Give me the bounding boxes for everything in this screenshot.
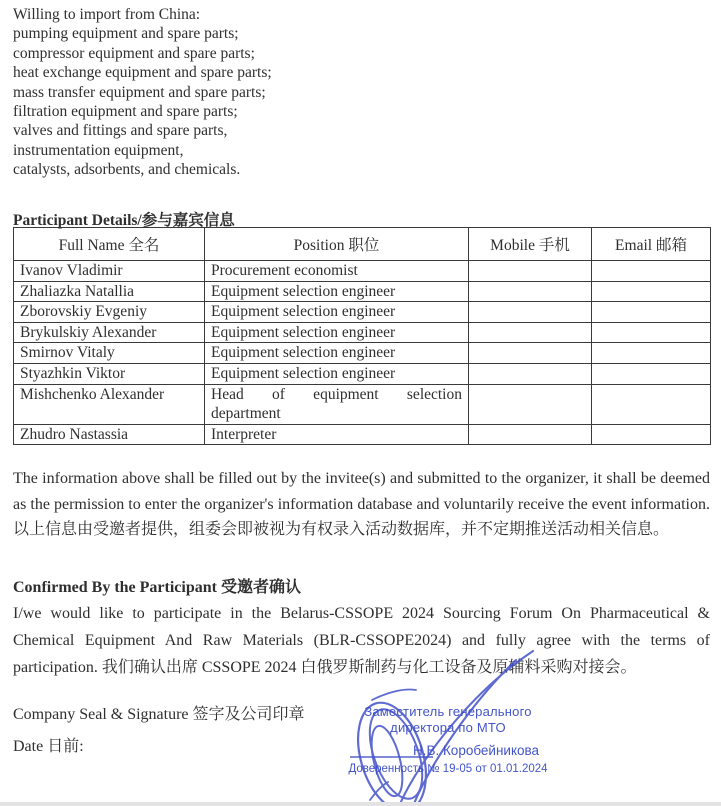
confirmation-paragraph: I/we would like to participate in the Belarus-CSSOPE 2024 Sourcing Forum On Pharmaceutical & Chemical Equipment And Raw Materials (BLR-CSSOPE2024) and fully agree with the terms of participation. 我们确认出席 CSSOPE 2024 白俄罗斯制药与化工设备及原辅料采购对接会。 xyxy=(13,605,710,676)
confirmation-heading: Confirmed By the Participant 受邀者确认 xyxy=(13,579,301,596)
cell-email xyxy=(592,302,711,323)
company-seal-signature-label: Company Seal & Signature 签字及公司印章 xyxy=(13,706,305,723)
cell-email xyxy=(592,343,711,364)
cell-email xyxy=(592,322,711,343)
cell-email xyxy=(592,281,711,302)
participants-table xyxy=(13,227,711,445)
cell-position: Equipment selection engineer xyxy=(205,281,469,302)
cell-position: Equipment selection engineer xyxy=(205,363,469,384)
cell-full-name: Brykulskiy Alexander xyxy=(14,322,205,343)
table-row xyxy=(14,424,711,445)
date-label: Date 日前: xyxy=(13,738,84,755)
cell-full-name: Smirnov Vitaly xyxy=(14,343,205,364)
participant-details-heading: Participant Details/参与嘉宾信息 xyxy=(13,212,235,229)
disclaimer-paragraph: The information above shall be filled out by the invitee(s) and submitted to the organizer, it shall be deemed as the permission to enter the organizer's information database and voluntarily receive the event information. 以上信息由受邀者提供，组委会即被视为有权录入活动数据库，并不定期推送活动相关信息。 xyxy=(13,470,710,539)
cell-mobile xyxy=(469,261,592,282)
import-list-item: pumping equipment and spare parts; xyxy=(13,25,239,43)
import-list-item: catalysts, adsorbents, and chemicals. xyxy=(13,161,241,179)
cell-full-name: Zhaliazka Natallia xyxy=(14,281,205,302)
cell-email xyxy=(592,424,711,445)
cell-position: Head of equipment selection department xyxy=(205,384,469,424)
cell-mobile xyxy=(469,384,592,424)
table-row xyxy=(14,363,711,384)
cell-mobile xyxy=(469,424,592,445)
cell-full-name: Zborovskiy Evgeniy xyxy=(14,302,205,323)
import-list-item: compressor equipment and spare parts; xyxy=(13,44,255,62)
stamp-signer-name: Н.В. Коробейникова xyxy=(412,743,540,758)
table-row xyxy=(14,261,711,282)
table-row xyxy=(14,384,711,424)
table-row xyxy=(14,302,711,323)
cell-position: Interpreter xyxy=(205,424,469,445)
cell-mobile xyxy=(469,302,592,323)
table-row xyxy=(14,322,711,343)
cell-position: Equipment selection engineer xyxy=(205,302,469,323)
import-list xyxy=(13,5,553,180)
cell-position: Equipment selection engineer xyxy=(205,343,469,364)
import-list-item: valves and fittings and spare parts, xyxy=(13,122,228,140)
cell-mobile xyxy=(469,343,592,364)
import-list-item: heat exchange equipment and spare parts; xyxy=(13,64,272,82)
header-position: Position 职位 xyxy=(205,228,469,261)
table-row xyxy=(14,343,711,364)
import-list-item: filtration equipment and spare parts; xyxy=(13,103,238,121)
import-list-intro: Willing to import from China: xyxy=(13,6,201,23)
cell-email xyxy=(592,261,711,282)
cell-mobile xyxy=(469,363,592,384)
import-list-item: instrumentation equipment, xyxy=(13,141,184,159)
cell-position: Equipment selection engineer xyxy=(205,322,469,343)
stamp-title-line1: Заместитель генерального xyxy=(364,704,532,719)
company-stamp xyxy=(338,704,558,777)
cell-position: Procurement economist xyxy=(205,261,469,282)
cell-full-name: Ivanov Vladimir xyxy=(14,261,205,282)
page-bottom-edge xyxy=(0,802,721,806)
import-list-item: mass transfer equipment and spare parts; xyxy=(13,83,266,101)
cell-email xyxy=(592,384,711,424)
cell-mobile xyxy=(469,281,592,302)
cell-full-name: Mishchenko Alexander xyxy=(14,384,205,424)
cell-full-name: Zhudro Nastassia xyxy=(14,424,205,445)
cell-full-name: Styazhkin Viktor xyxy=(14,363,205,384)
header-mobile: Mobile 手机 xyxy=(469,228,592,261)
header-full-name: Full Name 全名 xyxy=(14,228,205,261)
cell-email xyxy=(592,363,711,384)
stamp-authorization-line: Доверенность № 19-05 от 01.01.2024 xyxy=(348,763,548,775)
table-header-row xyxy=(14,228,711,261)
header-email: Email 邮箱 xyxy=(592,228,711,261)
stamp-title-line2: директора по МТО xyxy=(390,720,506,735)
table-row xyxy=(14,281,711,302)
cell-mobile xyxy=(469,322,592,343)
